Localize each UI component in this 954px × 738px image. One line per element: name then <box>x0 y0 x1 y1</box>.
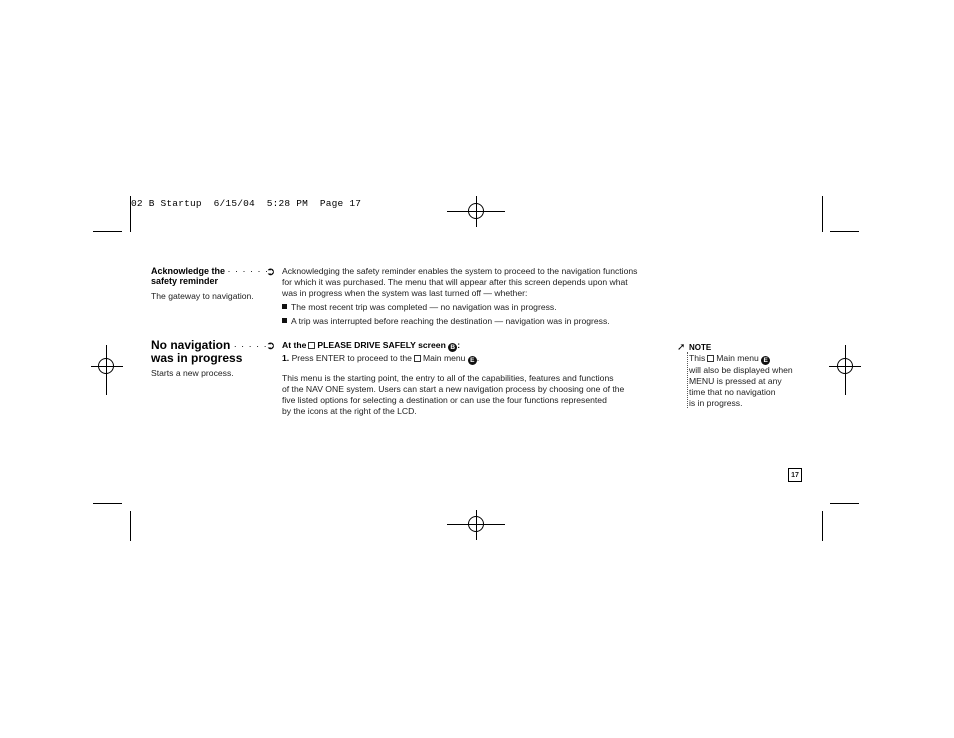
registration-circle-icon <box>468 516 484 532</box>
crop-mark <box>830 503 859 504</box>
crop-mark <box>93 503 122 504</box>
section-subtitle: Starts a new process. <box>151 368 234 378</box>
note-line: MENU is pressed at any <box>689 376 782 386</box>
step-header: At the PLEASE DRIVE SAFELY screen B : <box>282 340 461 351</box>
screen-badge: E <box>468 356 477 365</box>
step-line: 1. Press ENTER to proceed to the Main menu E . <box>282 353 480 364</box>
body-line: This menu is the starting point, the entry to all of the capabilities, features and functions <box>282 373 614 383</box>
body-line: by the icons at the right of the LCD. <box>282 406 417 416</box>
bullet-icon <box>282 304 287 309</box>
screen-badge: B <box>448 343 457 352</box>
screen-icon <box>707 355 714 362</box>
body-line: Acknowledging the safety reminder enables the system to proceed to the navigation functions <box>282 266 638 276</box>
right-arrow-icon: ➲ <box>266 339 276 352</box>
registration-circle-icon <box>468 203 484 219</box>
section-acknowledge <box>151 266 271 302</box>
page-number: 17 <box>788 468 802 482</box>
right-arrow-icon: ➲ <box>266 265 276 278</box>
note-line: This Main menu E <box>689 353 793 365</box>
screen-icon <box>308 342 315 349</box>
crop-mark <box>822 196 823 232</box>
section-heading-line2: safety reminder <box>151 276 219 286</box>
bullet-icon <box>282 318 287 323</box>
body-line: of the NAV ONE system. Users can start a new navigation process by choosing one of the <box>282 384 625 394</box>
section-heading: No navigation · · · · · <box>151 338 268 352</box>
crop-mark <box>830 231 859 232</box>
registration-circle-icon <box>837 358 853 374</box>
body-line: for which it was purchased. The menu that will appear after this screen depends upon what <box>282 277 628 287</box>
note <box>689 342 793 409</box>
body-line: five listed options for selecting a destination or can use the four functions represented <box>282 395 607 405</box>
crop-mark <box>822 511 823 541</box>
screen-badge: E <box>761 356 770 365</box>
crop-mark <box>130 511 131 541</box>
section-heading-line2: was in progress <box>151 351 243 365</box>
list-item: The most recent trip was completed — no navigation was in progress. <box>282 302 637 313</box>
note-line: time that no navigation <box>689 387 776 397</box>
print-slug: 02 B Startup 6/15/04 5:28 PM Page 17 <box>131 198 362 209</box>
section-heading: Acknowledge the · · · · · · <box>151 266 270 276</box>
note-arrow-icon: ➚ <box>677 342 686 353</box>
screen-icon <box>414 355 421 362</box>
section-acknowledge-body <box>282 266 637 327</box>
crop-mark <box>93 231 122 232</box>
section-no-navigation <box>151 339 271 379</box>
registration-circle-icon <box>98 358 114 374</box>
section-no-navigation-body <box>282 340 624 417</box>
note-line: will also be displayed when <box>689 365 793 375</box>
list-item: A trip was interrupted before reaching the destination — navigation was in progress. <box>282 316 637 327</box>
note-line: is in progress. <box>689 398 743 408</box>
note-label: NOTE <box>689 343 712 352</box>
section-subtitle: The gateway to navigation. <box>151 291 254 301</box>
body-line: was in progress when the system was last turned off — whether: <box>282 288 528 298</box>
